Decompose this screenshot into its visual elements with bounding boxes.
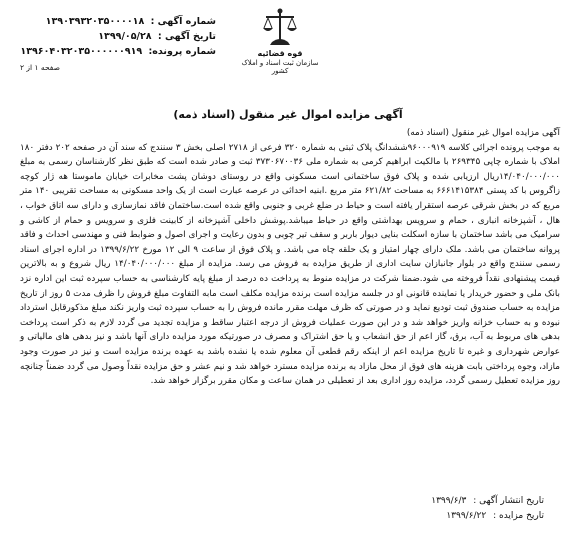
judiciary-emblem — [238, 6, 322, 75]
publish-date-label: تاریخ انتشار آگهی : — [473, 496, 544, 506]
ad-number: ۱۳۹۰۳۹۳۲۰۳۵۰۰۰۰۱۸ — [45, 16, 145, 27]
ad-date: ۱۳۹۹/۰۵/۲۸ — [98, 31, 152, 42]
ad-date-row — [16, 29, 216, 44]
ad-date-label: تاریخ آگهی : — [157, 31, 216, 42]
file-number: ۱۳۹۶۰۴۰۳۲۰۳۵۰۰۰۰۰۰۹۱۹ — [20, 46, 143, 57]
page-number: صفحه ۱ از ۲ — [20, 63, 60, 72]
file-number-label: شماره پرونده: — [148, 46, 216, 57]
ad-number-row — [16, 14, 216, 29]
notice-text: به موجب پرونده اجرائی کلاسه ۹۶۰۰۰۹۱۹ششدانگ پلاک ثبتی به شماره ۳۲۰ فرعی از ۲۷۱۸ اصلی بخش ۳ سنندج که سند آن در صفحه ۲۰۲ دفتر ۱۸۰ املاک با شماره چاپی ۲۶۹۳۴۵ با مالکیت ابراهیم کرمی به شماره ملی ۳۷۳۰۶۷۰۰۳۶ ثبت و صادر شده است که طبق نظر کارشناسان رسمی به مبلغ ۱۴/۰۴۰/۰۰۰/۰۰۰ریال ارزیابی شده و پلاک فوق ساختمانی است مسکونی واقع در روستای دوشان پشت مخابرات خیابان ماموستا هه ژار کوچه زاگروس با کد پستی ۶۶۶۱۴۱۵۳۸۴ به مساحت ۶۲۱/۸۲ متر مربع .ابنیه احداثی در عرصه عبارت است از یک واحد مسکونی به مساحت تقریبی ۱۴۰ متر مربع که در بخش شرقی عرصه استقرار یافته است و حیاط در ضلع غربی و جنوبی واقع شده است.ساختمان فاقد نمازسازی و دارای سه اتاق خواب ، هال ، آشپزخانه انباری ، حمام و سرویس بهداشتی واقع در حیاط میباشد.پوشش داخلی آشپزخانه از کابینت فلزی و سرویس و حمام از کاشی و سرامیک می باشد ساختمان با سازه اسکلت بنایی دیوار باربر و سقف تیر چوبی و بدون رعایت و اجرای اصول و ضوابط فنی و مهندسی احداث و فاقد پروانه ساختمان می باشد. ملک دارای چهار امتیاز و یک حلقه چاه می باشد. و پلاک فوق از ساعت ۹ الی ۱۲ مورخ ۱۳۹۹/۶/۲۲ در اداره اجرای اسناد رسمی سنندج واقع در بلوار جانبازان سایت اداری از طریق مزایده به فروش می رسد. مزایده از مبلغ ۱۴/۰۴۰/۰۰۰/۰۰۰ ریال شروع و به بالاترین قیمت پیشنهادی نقداً فروخته می شود.ضمنا شرکت در مزایده منوط به پرداخت ده درصد از مبلغ پایه کارشناسی به حساب سپرده ثبت این اداره نزد بانک ملی و حضور خریدار یا نماینده قانونی او در جلسه مزایده است برنده مزایده مکلف است مابه التفاوت مبلغ فروش را ظرف مدت ۵ روز از تاریخ مزایده به حساب صندوق ثبت تودیع نماید و در صورتی که ظرف مهلت مقرر مانده فروش را به حساب سپرده ثبت واریز نکند مبلغ مذکورقابل استرداد نبوده و به حساب خزانه واریز خواهد شد و در این صورت عملیات فروش از درجه اعتبار ساقط و مزایده تجدید می گردد لازم به ذکر است پرداخت بدهی های مربوط به آب، برق، گاز اعم از حق انشعاب و یا حق اشتراک و مصرف در صورتیکه مورد مزایده دارای آنها باشد و نیز بدهی های مالیاتی و عوارض شهرداری و غیره تا تاریخ مزایده اعم از اینکه رقم قطعی آن معلوم شده یا نشده باشد به عهده برنده مزایده است و نیز در صورت وجود مازاد، وجوه پرداختی بابت هزینه های فوق از محل مازاد به برنده مزایده مسترد خواهد شد و نیم عشر و حق مزایده نقداً وصول می گردد ضمناً چنانچه روز مزایده تعطیل رسمی گردد، مزایده روز اداری بعد از تعطیلی در همان ساعت و مکان مقرر برگزار خواهد شد. — [20, 142, 560, 387]
publish-date: ۱۳۹۹/۶/۳ — [431, 496, 467, 506]
notice-footer — [427, 494, 544, 524]
ad-meta-block — [16, 14, 216, 59]
scales-of-justice-icon — [260, 6, 300, 48]
file-number-row — [16, 44, 216, 59]
notice-body — [20, 126, 560, 389]
notice-subtitle: آگهی مزایده اموال غیر منقول (اسناد ذمه) — [406, 128, 560, 138]
auction-date-row — [427, 509, 544, 524]
auction-date-label: تاریخ مزایده : — [493, 511, 544, 521]
auction-date: ۱۳۹۹/۶/۲۲ — [446, 511, 487, 521]
ad-number-label: شماره آگهی : — [150, 16, 216, 27]
org-name: سازمان ثبت اسناد و املاک کشور — [241, 59, 319, 75]
notice-title: آگهی مزایده اموال غیر منقول (اسناد ذمه) — [173, 108, 403, 121]
emblem-caption: قوه قضائیه — [257, 49, 303, 58]
publish-date-row — [427, 494, 544, 509]
